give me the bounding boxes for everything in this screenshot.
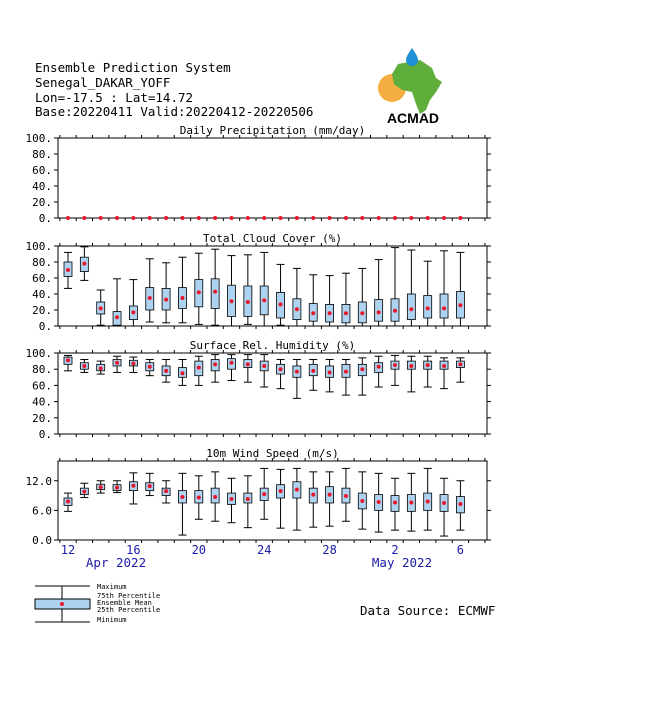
ensemble-mean-point	[230, 497, 234, 501]
ensemble-mean-point	[344, 494, 348, 498]
ensemble-mean-point	[164, 216, 168, 220]
legend-minimum: Minimum	[97, 616, 127, 624]
ensemble-mean-point	[344, 370, 348, 374]
ensemble-mean-point	[148, 296, 152, 300]
ensemble-mean-point	[409, 500, 413, 504]
ensemble-mean-point	[344, 216, 348, 220]
ensemble-mean-point	[262, 364, 266, 368]
ensemble-mean-point	[131, 216, 135, 220]
ensemble-mean-point	[279, 216, 283, 220]
ensemble-mean-point	[66, 268, 70, 272]
x-tick-label: 28	[322, 543, 337, 557]
panel-title: Daily Precipitation (mm/day)	[179, 124, 366, 137]
ensemble-mean-point	[230, 299, 234, 303]
ensemble-mean-point	[197, 290, 201, 294]
x-tick-label: 12	[60, 543, 76, 557]
y-tick-label: 60.	[32, 379, 52, 393]
ensemble-mean-point	[442, 216, 446, 220]
ensemble-mean-point	[295, 488, 299, 492]
ensemble-mean-point	[180, 495, 184, 499]
y-tick-label: 12.0	[25, 474, 52, 488]
y-tick-label: 6.0	[32, 504, 52, 518]
ensemble-mean-point	[246, 497, 250, 501]
ensemble-mean-point	[328, 493, 332, 497]
y-tick-label: 0.0	[32, 534, 52, 547]
ensemble-mean-point	[311, 369, 315, 373]
ensemble-mean-point	[393, 216, 397, 220]
ensemble-mean-point	[409, 307, 413, 311]
ensemble-mean-point	[230, 361, 234, 365]
ensemble-mean-point	[360, 499, 364, 503]
ensemble-mean-point	[377, 216, 381, 220]
panel-title: Total Cloud Cover (%)	[202, 232, 343, 245]
ensemble-mean-point	[279, 302, 283, 306]
legend-p75: 75th Percentile	[97, 592, 161, 600]
ensemble-mean-point	[115, 361, 119, 365]
ensemble-mean-point	[197, 366, 201, 370]
ensemble-mean-point	[99, 306, 103, 310]
ensemble-mean-point	[360, 216, 364, 220]
y-tick-label: 20.	[32, 304, 52, 317]
ensemble-mean-point	[295, 216, 299, 220]
iqr-box	[407, 294, 415, 320]
ensemble-mean-point	[213, 290, 217, 294]
panel-frame	[58, 138, 487, 218]
ensemble-mean-point	[311, 493, 315, 497]
y-tick-label: 100.	[25, 240, 52, 253]
ensemble-mean-point	[66, 499, 70, 503]
ensemble-mean-point	[180, 371, 184, 375]
ensemble-mean-point	[393, 500, 397, 504]
ensemble-mean-point	[442, 364, 446, 368]
ensemble-mean-point	[148, 484, 152, 488]
ensemble-mean-point	[409, 216, 413, 220]
y-tick-label: 80.	[32, 148, 52, 161]
legend-mean: Ensemble Mean	[97, 599, 152, 607]
legend-p25: 25th Percentile	[97, 606, 161, 614]
ensemble-mean-point	[360, 367, 364, 371]
ensemble-mean-point	[458, 362, 462, 366]
ensemble-mean-point	[115, 486, 119, 490]
ensemble-mean-point	[262, 492, 266, 496]
ensemble-mean-point	[66, 216, 70, 220]
ensemble-mean-point	[442, 306, 446, 310]
legend-mean-point	[60, 602, 64, 606]
ensemble-mean-point	[246, 362, 250, 366]
y-tick-label: 0.	[38, 320, 52, 333]
ensemble-mean-point	[131, 484, 135, 488]
ensemble-mean-point	[148, 216, 152, 220]
y-tick-label: 80.	[32, 363, 52, 377]
y-tick-label: 60.	[32, 272, 52, 285]
y-tick-label: 40.	[32, 180, 52, 193]
ensemble-mean-point	[393, 363, 397, 367]
ensemble-mean-point	[426, 306, 430, 310]
ensemble-mean-point	[180, 296, 184, 300]
ensemble-mean-point	[409, 364, 413, 368]
panel-frame	[58, 353, 487, 434]
ensemble-mean-point	[262, 216, 266, 220]
ensemble-mean-point	[213, 495, 217, 499]
ensemble-mean-point	[164, 298, 168, 302]
ensemble-mean-point	[82, 262, 86, 266]
y-tick-label: 100.	[25, 132, 52, 145]
ensemble-mean-point	[311, 216, 315, 220]
ensemble-mean-point	[99, 216, 103, 220]
ensemble-mean-point	[295, 370, 299, 374]
panel-title: 10m Wind Speed (m/s)	[206, 447, 339, 460]
y-tick-label: 0.	[38, 428, 52, 441]
y-tick-label: 60.	[32, 164, 52, 177]
x-month-label: Apr 2022	[85, 555, 147, 570]
ensemble-mean-point	[344, 311, 348, 315]
y-tick-label: 40.	[32, 395, 52, 409]
ensemble-mean-point	[246, 216, 250, 220]
ensemble-mean-point	[197, 496, 201, 500]
ensemble-mean-point	[213, 216, 217, 220]
ensemble-mean-point	[279, 367, 283, 371]
ensemble-mean-point	[328, 370, 332, 374]
logo-text: ACMAD	[386, 110, 440, 126]
y-tick-label: 40.	[32, 288, 52, 301]
x-tick-label: 20	[191, 543, 207, 557]
x-tick-label: 2	[391, 543, 399, 557]
x-month-label: May 2022	[371, 555, 433, 570]
y-tick-label: 20.	[32, 411, 52, 425]
ensemble-mean-point	[164, 369, 168, 373]
station-name: Senegal_DAKAR_YOFF	[35, 75, 171, 90]
ensemble-mean-point	[393, 309, 397, 313]
panel-frame	[58, 246, 487, 326]
ensemble-mean-point	[442, 501, 446, 505]
ensemble-mean-point	[197, 216, 201, 220]
ensemble-mean-point	[377, 500, 381, 504]
ensemble-mean-point	[360, 311, 364, 315]
ensemble-mean-point	[279, 489, 283, 493]
ensemble-mean-point	[328, 311, 332, 315]
ensemble-mean-point	[99, 485, 103, 489]
ensemble-mean-point	[82, 216, 86, 220]
y-tick-label: 100.	[25, 347, 52, 360]
y-tick-label: 0.	[38, 212, 52, 225]
ensemble-mean-point	[311, 311, 315, 315]
ensemble-mean-point	[82, 490, 86, 494]
iqr-box	[440, 294, 448, 318]
ensemble-mean-point	[131, 310, 135, 314]
ensemble-mean-point	[131, 362, 135, 366]
panel-title: Surface Rel. Humidity (%)	[189, 339, 356, 352]
chart-title: Ensemble Prediction System	[35, 60, 231, 75]
ensemble-mean-point	[458, 502, 462, 506]
ensemble-mean-point	[246, 300, 250, 304]
x-tick-label: 16	[126, 543, 141, 557]
ensemble-mean-point	[377, 310, 381, 314]
ensemble-mean-point	[458, 303, 462, 307]
ensemble-mean-point	[164, 489, 168, 493]
ensemble-mean-point	[180, 216, 184, 220]
ensemble-mean-point	[426, 216, 430, 220]
date-range: Base:20220411 Valid:20220412-20220506	[35, 104, 314, 119]
station-coords: Lon=-17.5 : Lat=14.72	[35, 90, 194, 105]
y-tick-label: 80.	[32, 256, 52, 269]
ensemble-mean-point	[82, 364, 86, 368]
x-tick-label: 24	[256, 543, 272, 557]
data-source: Data Source: ECMWF	[360, 603, 496, 618]
ensemble-mean-point	[115, 315, 119, 319]
ensemble-mean-point	[148, 365, 152, 369]
ensemble-mean-point	[262, 298, 266, 302]
ensemble-mean-point	[426, 499, 430, 503]
ensemble-mean-point	[458, 216, 462, 220]
ensemble-mean-point	[213, 362, 217, 366]
ensemble-mean-point	[115, 216, 119, 220]
x-tick-label: 6	[456, 543, 465, 557]
ensemble-mean-point	[328, 216, 332, 220]
ensemble-mean-point	[377, 365, 381, 369]
ensemble-mean-point	[295, 307, 299, 311]
panel-frame	[58, 461, 487, 540]
ensemble-mean-point	[426, 363, 430, 367]
ensemble-mean-point	[230, 216, 234, 220]
legend-maximum: Maximum	[97, 583, 127, 591]
y-tick-label: 20.	[32, 196, 52, 209]
ensemble-mean-point	[66, 358, 70, 362]
ensemble-mean-point	[99, 366, 103, 370]
